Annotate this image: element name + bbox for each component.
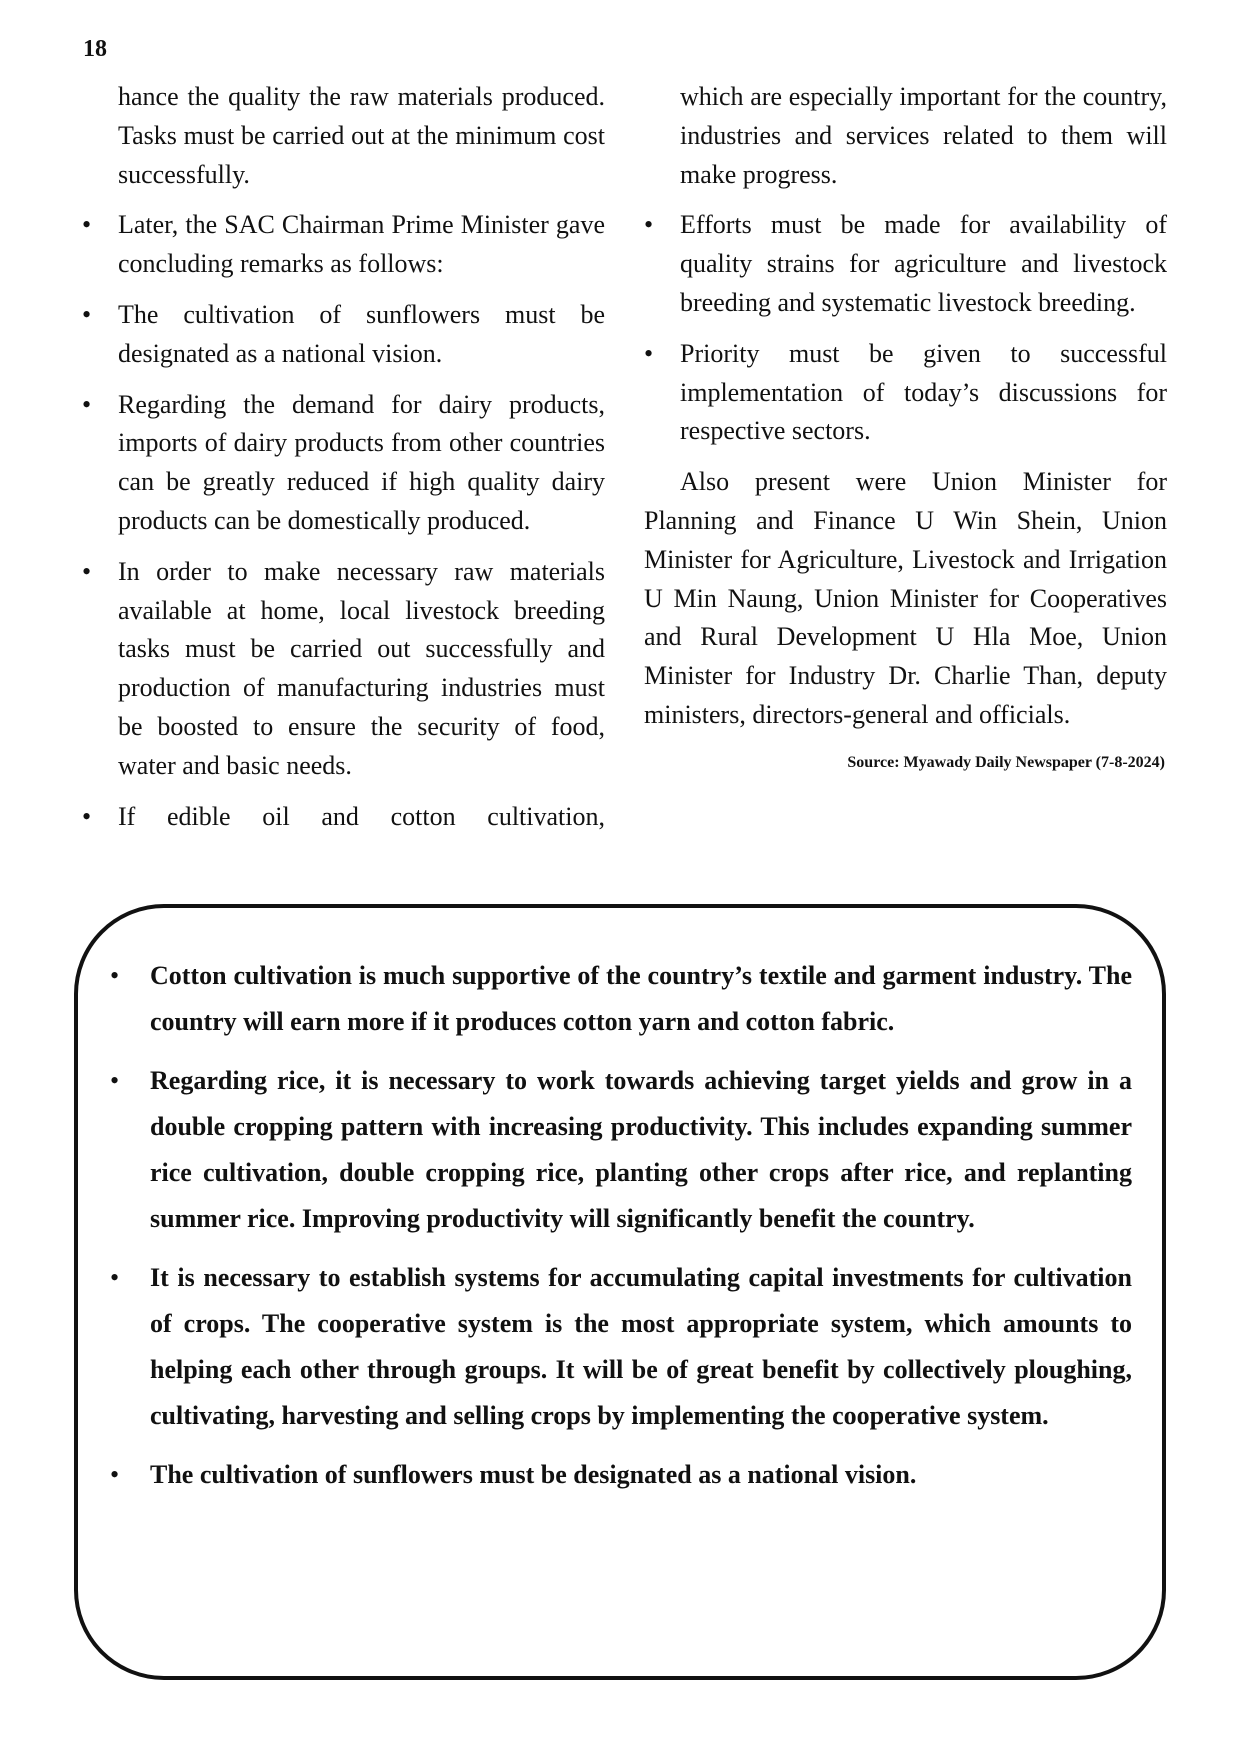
left-continuation-paragraph: hance the quality the raw materials produced. Tasks must be carried out at the minimum cost successfully. xyxy=(118,82,605,189)
right-column xyxy=(644,78,1167,773)
list-item: • Later, the SAC Chairman Prime Minister gave concluding remarks as follows: xyxy=(82,206,605,284)
list-item: • The cultivation of sunflowers must be designated as a national vision. xyxy=(110,1452,1132,1498)
list-item: • It is necessary to establish systems for accumulating capital investments for cultivation of crops. The cooperative system is the most appropriate system, which amounts to helping each other through groups. It will be of great benefit by collectively ploughing, cultivating, harvesting and selling crops by implementing the cooperative system. xyxy=(110,1255,1132,1439)
page-number: 18 xyxy=(83,36,107,62)
left-column xyxy=(82,78,605,836)
right-continuation-paragraph: which are especially important for the country, industries and services related to them will make progress. xyxy=(680,82,1167,189)
left-bullet-list xyxy=(82,206,605,836)
list-item: • Priority must be given to successful implementation of today’s discussions for respective sectors. xyxy=(644,335,1167,451)
list-item: • Regarding the demand for dairy products, imports of dairy products from other countries can be greatly reduced if high quality dairy products can be domestically produced. xyxy=(82,386,605,541)
attendees-paragraph: Also present were Union Minister for Planning and Finance U Win Shein, Union Minister for Agriculture, Livestock and Irrigation U Min Naung, Union Minister for Cooperatives and Rural Development U Hla Moe, Union Minister for Industry Dr. Charlie Than, deputy ministers, directors-general and officials. xyxy=(644,467,1167,729)
list-item: • Regarding rice, it is necessary to work towards achieving target yields and grow in a double cropping pattern with increasing productivity. This includes expanding summer rice cultivation, double cropping rice, planting other crops after rice, and replanting summer rice. Improving productivity will significantly benefit the country. xyxy=(110,1058,1132,1242)
highlight-box-list xyxy=(110,953,1132,1511)
list-item: • Efforts must be made for availability of quality strains for agriculture and livestock breeding and systematic livestock breeding. xyxy=(644,206,1167,322)
list-item: • In order to make necessary raw materials available at home, local livestock breeding tasks must be carried out successfully and production of manufacturing industries must be boosted to ensure the security of food, water and basic needs. xyxy=(82,553,605,786)
list-item: • The cultivation of sunflowers must be designated as a national vision. xyxy=(82,296,605,374)
list-item: • Cotton cultivation is much supportive of the country’s textile and garment industry. The country will earn more if it produces cotton yarn and cotton fabric. xyxy=(110,953,1132,1045)
right-bullet-list xyxy=(644,206,1167,451)
list-item: • If edible oil and cotton cultivation, xyxy=(82,798,605,837)
source-citation: Source: Myawady Daily Newspaper (7-8-2024) xyxy=(847,753,1165,771)
